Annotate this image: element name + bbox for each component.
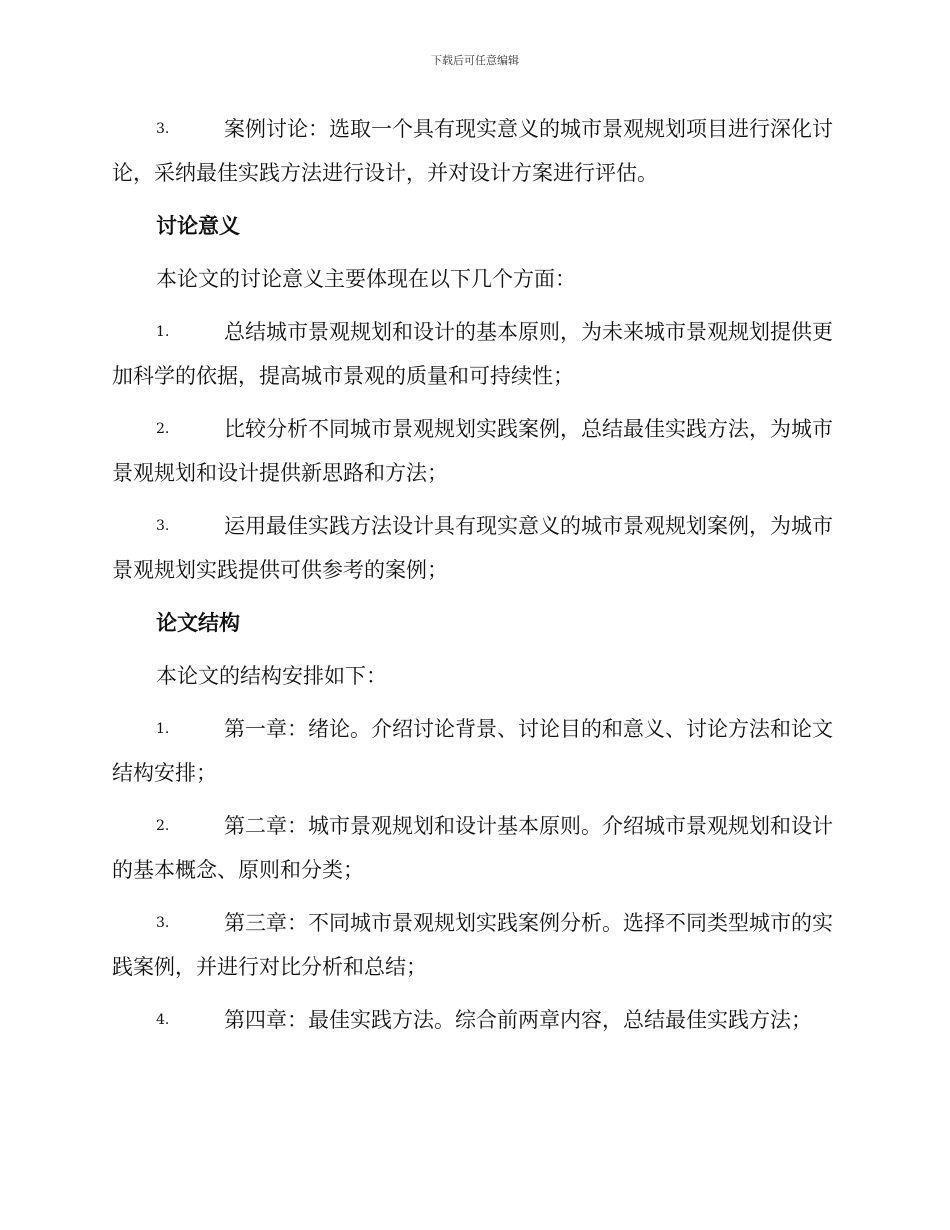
list-text: 运用最佳实践方法设计具有现实意义的城市景观规划案例，为城市景观规划实践提供可供参考的案例； bbox=[112, 514, 833, 582]
list-text: 总结城市景观规划和设计的基本原则，为未来城市景观规划提供更加科学的依据，提高城市景观的质量和可持续性； bbox=[112, 320, 833, 388]
list-number: 2. bbox=[156, 818, 170, 834]
list-number: 2. bbox=[156, 421, 170, 437]
page-header: 下载后可任意编辑 bbox=[431, 54, 519, 67]
list-item bbox=[112, 707, 834, 795]
list-text: 第一章：绪论。介绍讨论背景、讨论目的和意义、讨论方法和论文结构安排； bbox=[112, 717, 833, 785]
section-heading-structure: 论文结构 bbox=[156, 611, 240, 635]
document-body bbox=[112, 107, 834, 1051]
list-item bbox=[112, 901, 834, 989]
list-number: 4. bbox=[156, 1012, 170, 1028]
list-item bbox=[112, 804, 834, 892]
section-heading-significance: 讨论意义 bbox=[156, 214, 240, 238]
list-text: 案例讨论：选取一个具有现实意义的城市景观规划项目进行深化讨论，采纳最佳实践方法进行设计，并对设计方案进行评估。 bbox=[112, 117, 833, 185]
list-item bbox=[112, 310, 834, 398]
list-item bbox=[112, 998, 834, 1042]
list-text: 比较分析不同城市景观规划实践案例，总结最佳实践方法，为城市景观规划和设计提供新思路和方法； bbox=[112, 417, 833, 485]
list-number: 1. bbox=[156, 721, 170, 737]
structure-intro: 本论文的结构安排如下： bbox=[156, 664, 387, 688]
list-number: 3. bbox=[156, 121, 170, 137]
list-number: 3. bbox=[156, 915, 170, 931]
list-text: 第二章：城市景观规划和设计基本原则。介绍城市景观规划和设计的基本概念、原则和分类； bbox=[112, 814, 833, 882]
list-text: 第四章：最佳实践方法。综合前两章内容，总结最佳实践方法； bbox=[224, 1008, 812, 1032]
list-item-case-discussion bbox=[112, 107, 834, 195]
list-number: 3. bbox=[156, 518, 170, 534]
significance-intro: 本论文的讨论意义主要体现在以下几个方面： bbox=[156, 267, 576, 291]
list-item bbox=[112, 407, 834, 495]
list-number: 1. bbox=[156, 324, 170, 340]
list-text: 第三章：不同城市景观规划实践案例分析。选择不同类型城市的实践案例，并进行对比分析和总结； bbox=[112, 911, 833, 979]
list-item bbox=[112, 504, 834, 592]
